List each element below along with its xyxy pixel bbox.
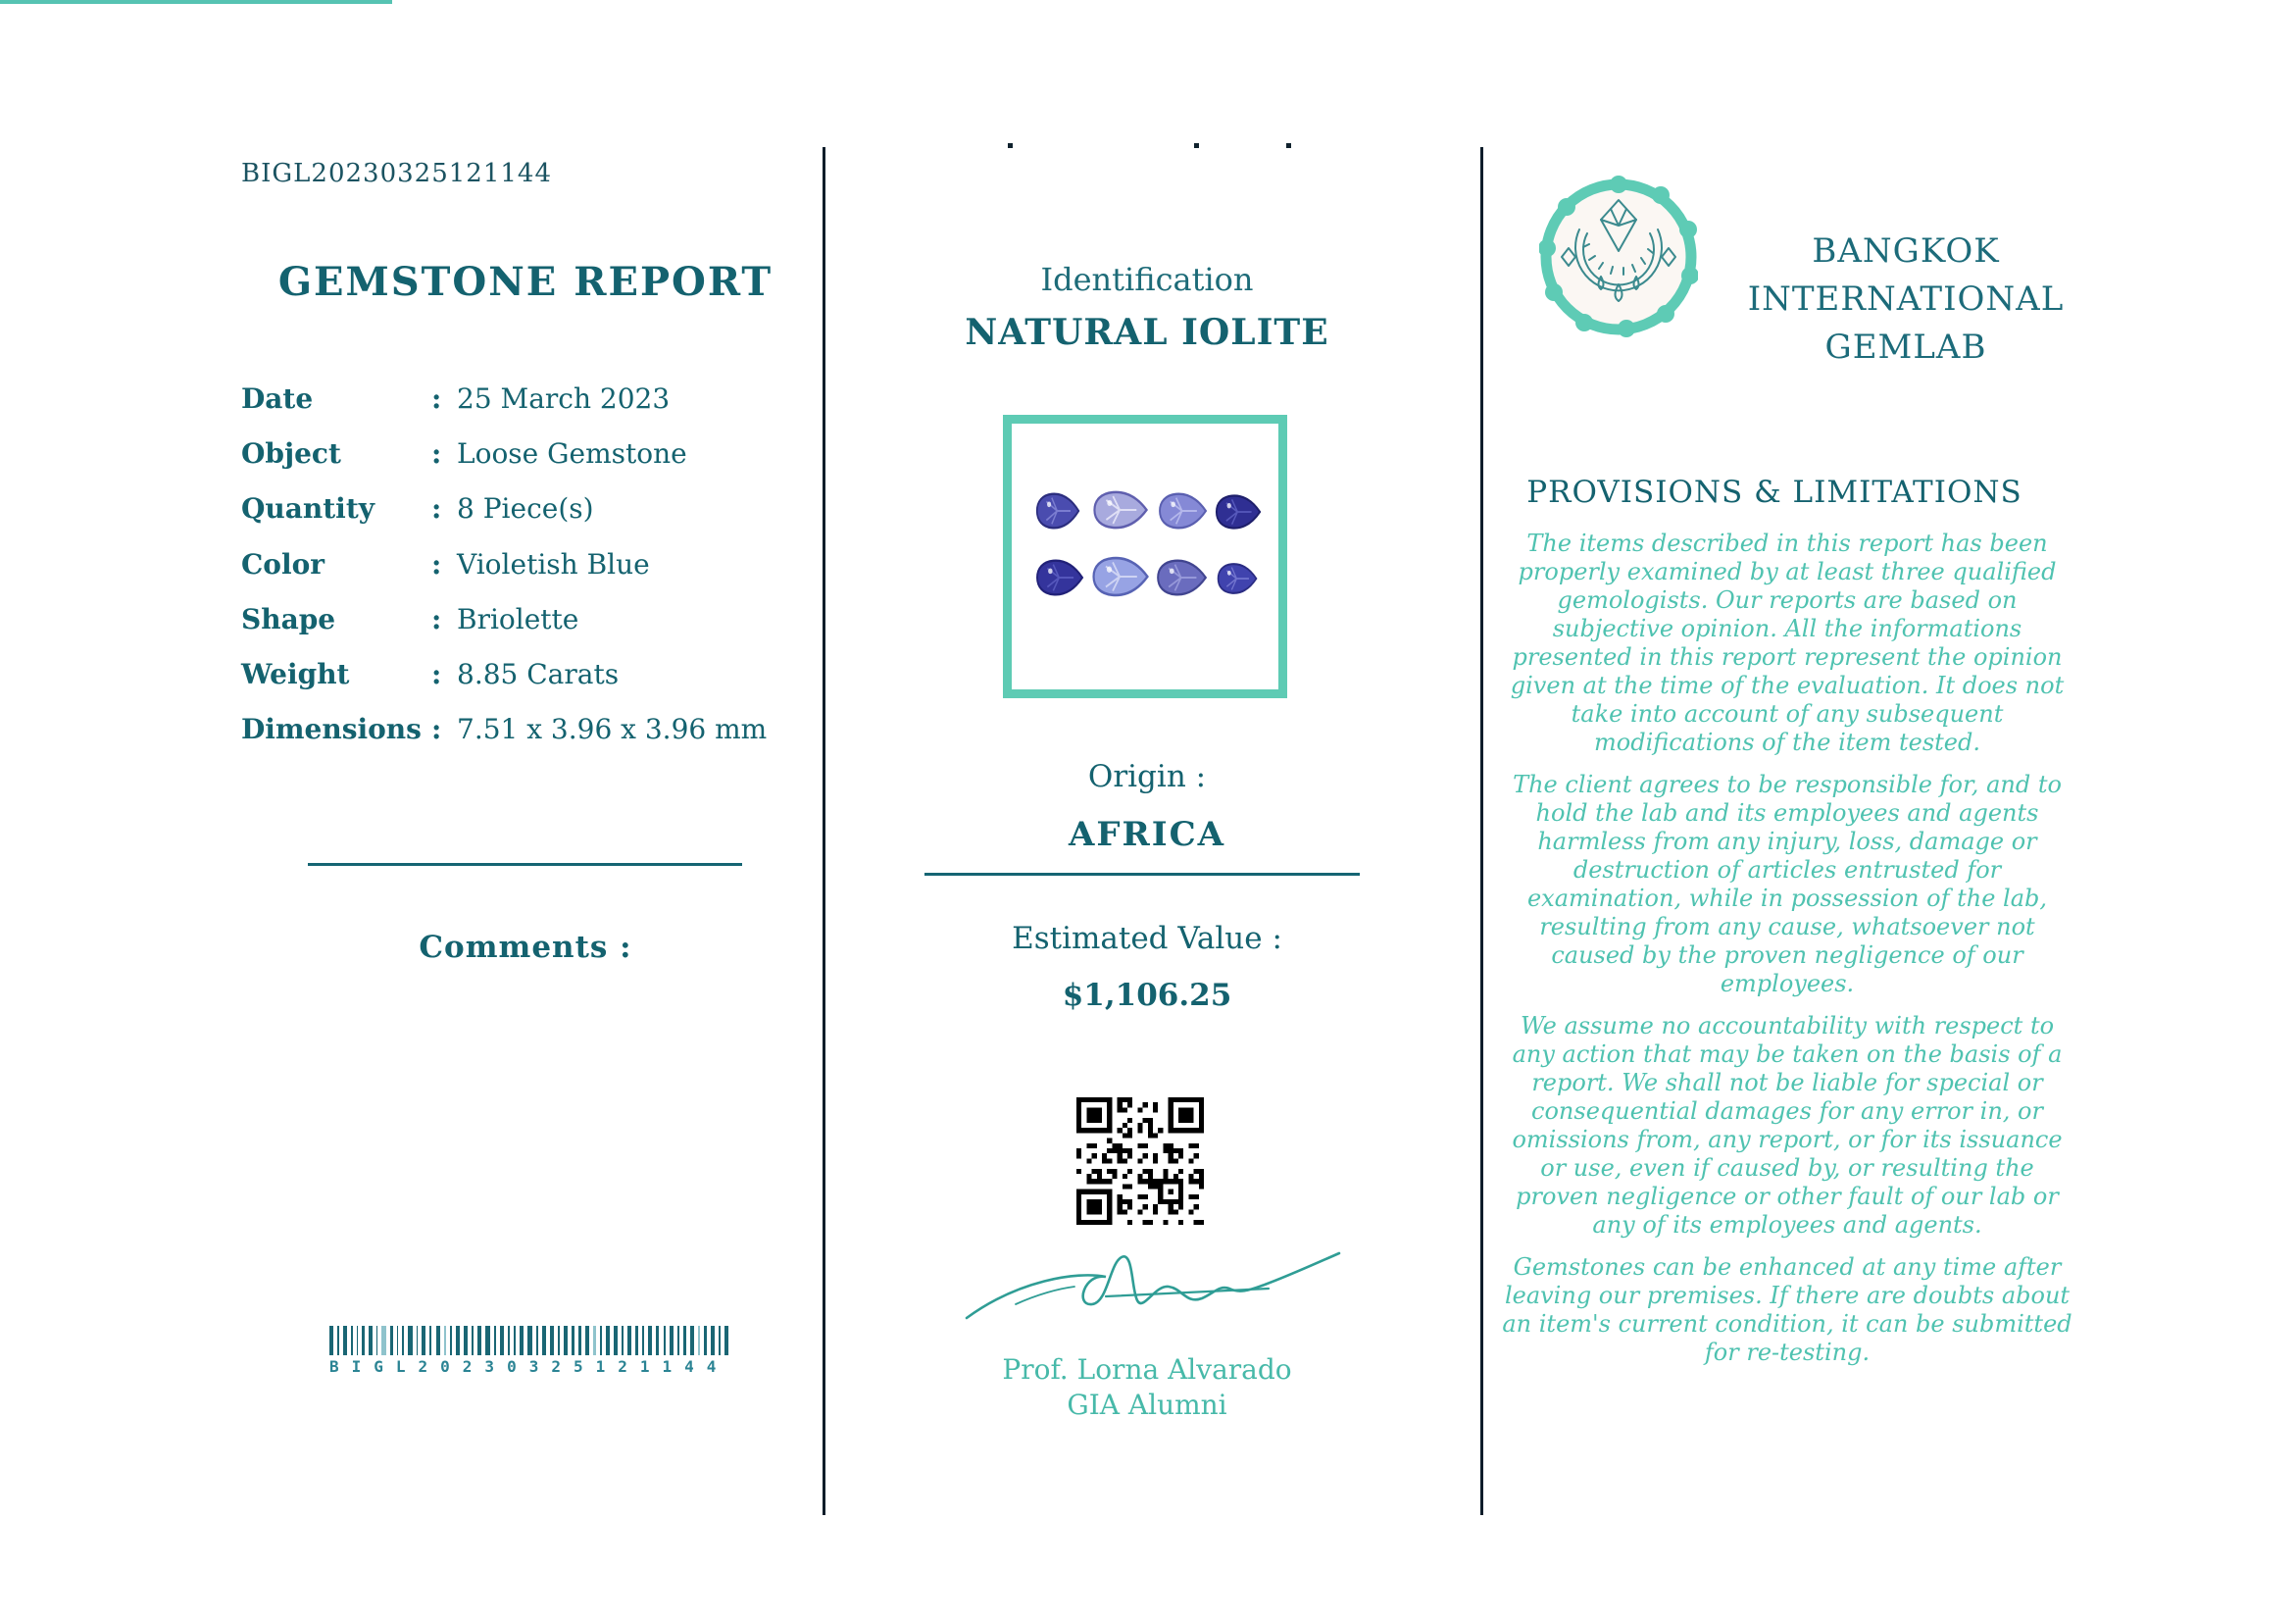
field-colon: : bbox=[431, 548, 442, 581]
origin-value: AFRICA bbox=[1068, 815, 1226, 854]
field-colon: : bbox=[431, 658, 442, 690]
fold-dot bbox=[1194, 143, 1199, 148]
signatory-title: GIA Alumni bbox=[1067, 1389, 1227, 1421]
field-value: 25 March 2023 bbox=[457, 382, 671, 415]
comments-heading: Comments : bbox=[419, 930, 632, 965]
field-value: 8.85 Carats bbox=[457, 658, 620, 690]
field-value: Loose Gemstone bbox=[457, 437, 687, 470]
field-colon: : bbox=[431, 382, 442, 415]
signature-divider bbox=[0, 0, 392, 4]
provisions-heading: PROVISIONS & LIMITATIONS bbox=[1526, 475, 2022, 510]
report-number: BIGL20230325121144 bbox=[241, 159, 552, 188]
provisions-body bbox=[1498, 530, 2076, 1381]
report-field-row bbox=[241, 492, 790, 532]
lab-name-line: INTERNATIONAL bbox=[1747, 279, 2065, 319]
estimated-value-label: Estimated Value : bbox=[1012, 921, 1282, 956]
briolette-stone bbox=[1155, 557, 1209, 598]
field-label: Quantity bbox=[241, 492, 375, 525]
signature-icon bbox=[959, 1245, 1351, 1339]
report-field-row bbox=[241, 603, 790, 642]
lab-name-line: BANGKOK bbox=[1812, 231, 2000, 271]
lab-name bbox=[1720, 228, 2092, 372]
fold-dot bbox=[1286, 143, 1291, 148]
field-label: Dimensions bbox=[241, 713, 422, 745]
barcode-text: BIGL20230325121144 bbox=[329, 1357, 729, 1376]
field-colon: : bbox=[431, 713, 442, 745]
report-field-row bbox=[241, 713, 790, 752]
briolette-stone bbox=[1216, 561, 1259, 596]
report-field-row bbox=[241, 382, 790, 422]
identification-heading: Identification bbox=[1040, 261, 1254, 298]
field-value: Briolette bbox=[457, 603, 579, 635]
field-value: Violetish Blue bbox=[457, 548, 650, 581]
provisions-paragraph: The items described in this report has been properly examined by at least three qualified gemologists. Our reports are based on subjective opinion. All the informations presented in this report represent the opinion given at the time of the evaluation. It does not take into account of any subsequent modifications of the item tested. bbox=[1510, 530, 2065, 756]
report-title: GEMSTONE REPORT bbox=[277, 259, 774, 305]
panel-divider-right bbox=[1480, 147, 1483, 1515]
field-value: 8 Piece(s) bbox=[457, 492, 594, 525]
field-colon: : bbox=[431, 603, 442, 635]
briolette-stone bbox=[1157, 490, 1209, 532]
barcode bbox=[329, 1326, 728, 1355]
field-label: Date bbox=[241, 382, 314, 415]
report-field-row bbox=[241, 548, 790, 587]
provisions-paragraph: Gemstones can be enhanced at any time after leaving our premises. If there are doubts about an item's current condition, it can be submitted for re-testing. bbox=[1502, 1253, 2072, 1366]
origin-divider bbox=[924, 873, 1360, 876]
fold-dot bbox=[1008, 143, 1013, 148]
field-label: Weight bbox=[241, 658, 350, 690]
estimated-value: $1,106.25 bbox=[1062, 978, 1232, 1013]
briolette-stone bbox=[1034, 490, 1081, 532]
briolette-stone bbox=[1214, 492, 1263, 532]
panel-divider-left bbox=[823, 147, 825, 1515]
field-colon: : bbox=[431, 492, 442, 525]
briolette-stone bbox=[1090, 554, 1151, 599]
field-value: 7.51 x 3.96 x 3.96 mm bbox=[457, 713, 768, 745]
origin-label: Origin : bbox=[1087, 759, 1207, 794]
report-field-row bbox=[241, 658, 790, 697]
signatory-name: Prof. Lorna Alvarado bbox=[1002, 1353, 1292, 1386]
qr-code-icon bbox=[1076, 1097, 1204, 1225]
report-field-row bbox=[241, 437, 790, 477]
field-label: Object bbox=[241, 437, 341, 470]
briolette-stone bbox=[1034, 557, 1085, 598]
comments-divider bbox=[308, 863, 742, 866]
provisions-paragraph: We assume no accountability with respect to any action that may be taken on the basis of a report. We shall not be liable for special or consequential damages for any error in, or omissions from, any report, or for its issuance or use, even if caused by, or resulting the proven negligence or other fault of our lab or any of its employees and agents. bbox=[1512, 1012, 2063, 1239]
gemstone-photo bbox=[1003, 415, 1287, 698]
stone-name: NATURAL IOLITE bbox=[965, 312, 1329, 353]
gemstone-photo-stones bbox=[1012, 424, 1278, 689]
field-label: Color bbox=[241, 548, 325, 581]
field-colon: : bbox=[431, 437, 442, 470]
gemlab-logo-icon bbox=[1539, 175, 1698, 339]
briolette-stone bbox=[1091, 488, 1150, 532]
provisions-paragraph: The client agrees to be responsible for, and to hold the lab and its employees and agents harmless from any injury, loss, damage or destruction of articles entrusted for examination, while in possession of the lab, resulting from any cause, whatsoever not caused by the proven negligence of our employees. bbox=[1513, 771, 2062, 997]
field-label: Shape bbox=[241, 603, 336, 635]
lab-name-line: GEMLAB bbox=[1824, 328, 1987, 367]
